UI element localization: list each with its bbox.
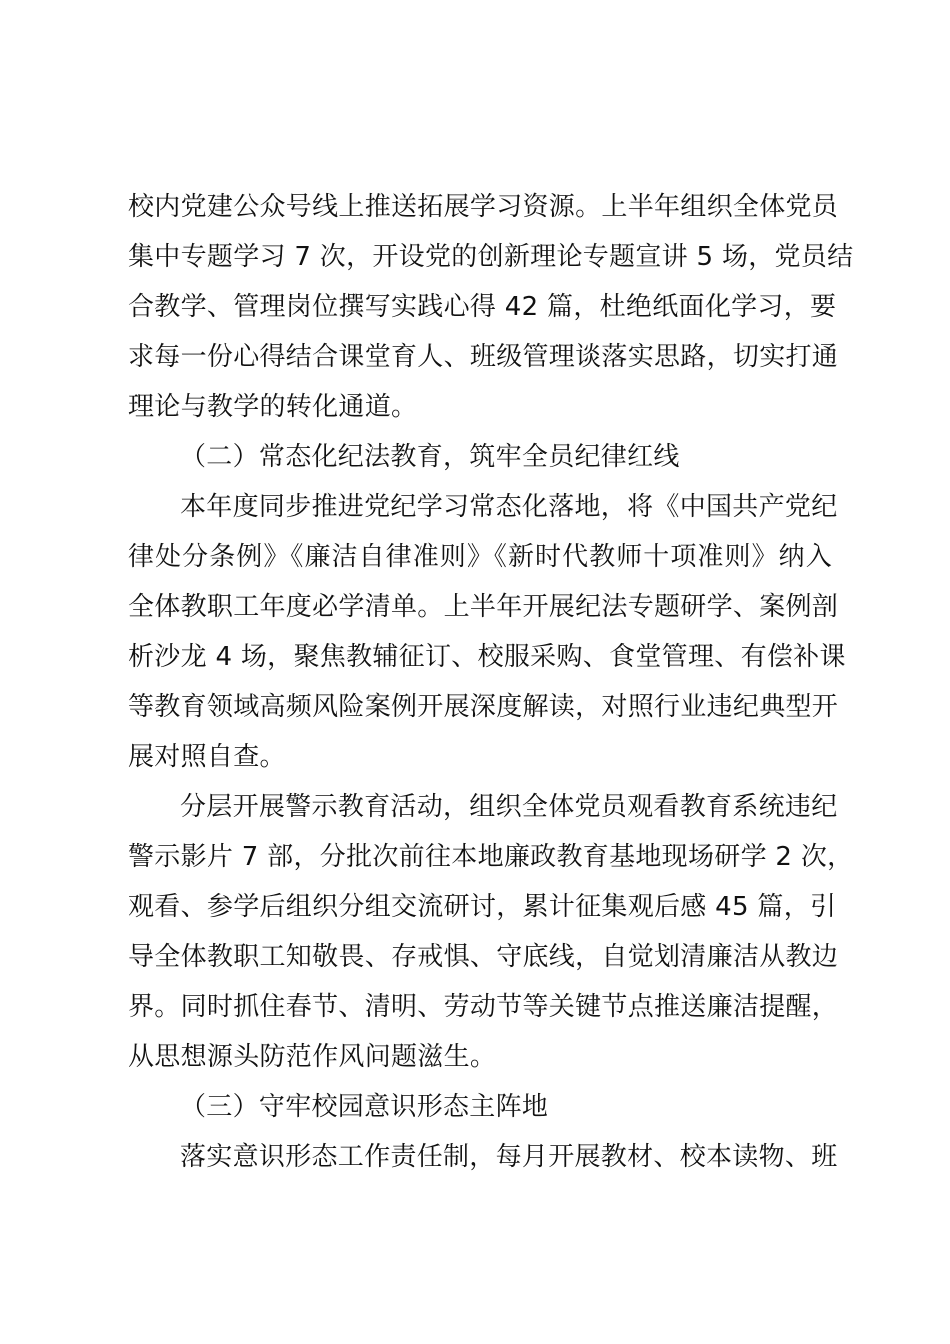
body-line: 展对照自查。: [128, 742, 286, 772]
body-line: 校内党建公众号线上推送拓展学习资源。上半年组织全体党员: [128, 192, 839, 222]
body-line: 本年度同步推进党纪学习常态化落地，将《中国共产党纪: [180, 492, 838, 522]
body-line: 全体教职工年度必学清单。上半年开展纪法专题研学、案例剖: [128, 592, 839, 622]
body-line: 等教育领域高频风险案例开展深度解读，对照行业违纪典型开: [128, 692, 839, 722]
body-line: 理论与教学的转化通道。: [128, 392, 418, 422]
section-heading: （二）常态化纪法教育，筑牢全员纪律红线: [180, 442, 680, 472]
body-line: 界。同时抓住春节、清明、劳动节等关键节点推送廉洁提醒，: [128, 992, 839, 1022]
body-line: 分层开展警示教育活动，组织全体党员观看教育系统违纪: [180, 792, 838, 822]
body-line: 观看、参学后组织分组交流研讨，累计征集观后感 45 篇，引: [128, 892, 837, 922]
body-line: 从思想源头防范作风问题滋生。: [128, 1042, 497, 1072]
section-heading: （三）守牢校园意识形态主阵地: [180, 1092, 549, 1122]
body-line: 律处分条例》《廉洁自律准则》《新时代教师十项准则》纳入: [128, 542, 832, 572]
body-line: 导全体教职工知敬畏、存戒惧、守底线，自觉划清廉洁从教边: [128, 942, 839, 972]
body-line: 警示影片 7 部，分批次前往本地廉政教育基地现场研学 2 次，: [128, 842, 854, 872]
body-line: 集中专题学习 7 次，开设党的创新理论专题宣讲 5 场，党员结: [128, 242, 854, 272]
body-line: 落实意识形态工作责任制，每月开展教材、校本读物、班: [180, 1142, 838, 1172]
body-line: 求每一份心得结合课堂育人、班级管理谈落实思路，切实打通: [128, 342, 839, 372]
body-line: 合教学、管理岗位撰写实践心得 42 篇，杜绝纸面化学习，要: [128, 292, 837, 322]
document-body: [128, 182, 854, 1182]
body-line: 析沙龙 4 场，聚焦教辅征订、校服采购、食堂管理、有偿补课: [128, 642, 846, 672]
